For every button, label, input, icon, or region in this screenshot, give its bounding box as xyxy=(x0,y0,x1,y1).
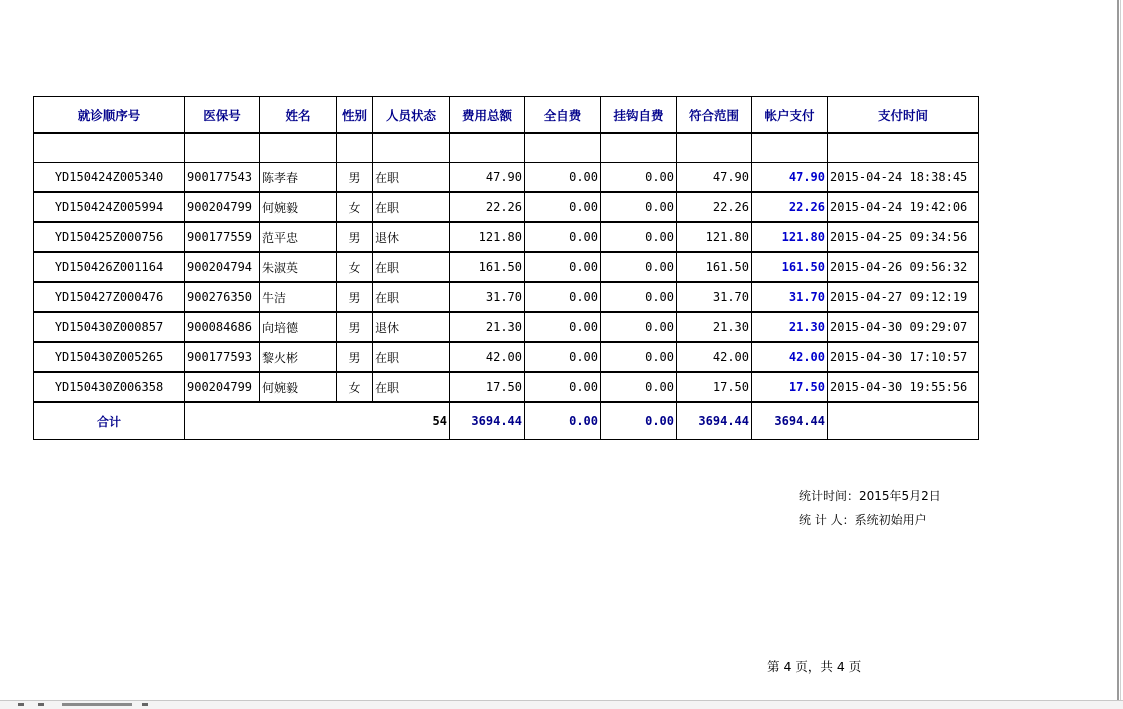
row-pay-time: 2015-04-24 19:42:06 xyxy=(828,192,979,222)
blank-cell xyxy=(677,133,752,163)
row-linked-self: 0.00 xyxy=(601,342,677,372)
row-status: 退休 xyxy=(373,312,450,342)
row-self-pay: 0.00 xyxy=(525,163,601,193)
row-account-pay: 21.30 xyxy=(752,312,828,342)
table-row xyxy=(34,192,979,222)
report-table xyxy=(33,96,979,440)
row-seq: YD150427Z000476 xyxy=(34,282,185,312)
scroll-left-marker xyxy=(18,703,24,706)
row-seq: YD150426Z001164 xyxy=(34,252,185,282)
stat-time: 统计时间：2015年5月2日 xyxy=(799,489,941,503)
row-linked-self: 0.00 xyxy=(601,192,677,222)
totals-linked-self: 0.00 xyxy=(601,402,677,440)
blank-cell xyxy=(373,133,450,163)
row-insurance-no: 900177559 xyxy=(185,222,260,252)
row-in-scope: 17.50 xyxy=(677,372,752,402)
row-seq: YD150425Z000756 xyxy=(34,222,185,252)
table-row xyxy=(34,163,979,193)
row-total: 22.26 xyxy=(450,192,525,222)
row-seq: YD150430Z000857 xyxy=(34,312,185,342)
blank-cell xyxy=(185,133,260,163)
header-account-pay: 帐户支付 xyxy=(752,97,828,134)
row-linked-self: 0.00 xyxy=(601,163,677,193)
header-pay-time: 支付时间 xyxy=(828,97,979,134)
blank-row xyxy=(34,133,979,163)
table-row xyxy=(34,222,979,252)
scroll-marker xyxy=(38,703,44,706)
row-status: 退休 xyxy=(373,222,450,252)
row-self-pay: 0.00 xyxy=(525,222,601,252)
row-name: 牛洁 xyxy=(260,282,337,312)
row-in-scope: 22.26 xyxy=(677,192,752,222)
row-linked-self: 0.00 xyxy=(601,252,677,282)
totals-count: 54 xyxy=(185,402,450,440)
totals-total: 3694.44 xyxy=(450,402,525,440)
row-name: 范平忠 xyxy=(260,222,337,252)
header-status: 人员状态 xyxy=(373,97,450,134)
row-total: 47.90 xyxy=(450,163,525,193)
row-total: 121.80 xyxy=(450,222,525,252)
row-name: 陈孝春 xyxy=(260,163,337,193)
table-row xyxy=(34,342,979,372)
row-insurance-no: 900276350 xyxy=(185,282,260,312)
row-account-pay: 22.26 xyxy=(752,192,828,222)
blank-cell xyxy=(601,133,677,163)
row-name: 黎火彬 xyxy=(260,342,337,372)
row-name: 向培德 xyxy=(260,312,337,342)
totals-label: 合计 xyxy=(34,402,185,440)
table-row xyxy=(34,372,979,402)
row-account-pay: 42.00 xyxy=(752,342,828,372)
row-self-pay: 0.00 xyxy=(525,312,601,342)
row-insurance-no: 900204799 xyxy=(185,192,260,222)
row-total: 161.50 xyxy=(450,252,525,282)
row-gender: 女 xyxy=(337,372,373,402)
row-pay-time: 2015-04-27 09:12:19 xyxy=(828,282,979,312)
row-status: 在职 xyxy=(373,342,450,372)
row-total: 42.00 xyxy=(450,342,525,372)
page-number: 第 4 页，共 4 页 xyxy=(767,659,862,674)
row-pay-time: 2015-04-30 19:55:56 xyxy=(828,372,979,402)
row-account-pay: 31.70 xyxy=(752,282,828,312)
totals-empty-cell xyxy=(828,402,979,440)
row-name: 何婉毅 xyxy=(260,372,337,402)
row-in-scope: 21.30 xyxy=(677,312,752,342)
row-status: 在职 xyxy=(373,282,450,312)
row-name: 朱淑英 xyxy=(260,252,337,282)
row-gender: 男 xyxy=(337,342,373,372)
row-pay-time: 2015-04-25 09:34:56 xyxy=(828,222,979,252)
row-in-scope: 47.90 xyxy=(677,163,752,193)
totals-row xyxy=(34,402,979,440)
row-in-scope: 42.00 xyxy=(677,342,752,372)
stat-user: 统 计 人：系统初始用户 xyxy=(799,513,927,527)
row-gender: 女 xyxy=(337,252,373,282)
row-linked-self: 0.00 xyxy=(601,312,677,342)
header-insurance-no: 医保号 xyxy=(185,97,260,134)
row-status: 在职 xyxy=(373,252,450,282)
blank-cell xyxy=(34,133,185,163)
header-self-pay: 全自费 xyxy=(525,97,601,134)
row-pay-time: 2015-04-24 18:38:45 xyxy=(828,163,979,193)
row-status: 在职 xyxy=(373,372,450,402)
table-row xyxy=(34,312,979,342)
page-edge-line xyxy=(1117,0,1119,708)
totals-account-pay: 3694.44 xyxy=(752,402,828,440)
row-total: 17.50 xyxy=(450,372,525,402)
table-row xyxy=(34,252,979,282)
row-seq: YD150424Z005340 xyxy=(34,163,185,193)
blank-cell xyxy=(260,133,337,163)
row-gender: 男 xyxy=(337,163,373,193)
table-header-row xyxy=(34,97,979,134)
row-pay-time: 2015-04-30 17:10:57 xyxy=(828,342,979,372)
row-self-pay: 0.00 xyxy=(525,342,601,372)
row-in-scope: 121.80 xyxy=(677,222,752,252)
header-in-scope: 符合范围 xyxy=(677,97,752,134)
row-self-pay: 0.00 xyxy=(525,192,601,222)
header-seq: 就诊顺序号 xyxy=(34,97,185,134)
row-insurance-no: 900177543 xyxy=(185,163,260,193)
row-gender: 男 xyxy=(337,312,373,342)
row-status: 在职 xyxy=(373,192,450,222)
row-gender: 女 xyxy=(337,192,373,222)
row-in-scope: 161.50 xyxy=(677,252,752,282)
page-edge-line-light xyxy=(1120,0,1121,708)
row-seq: YD150424Z005994 xyxy=(34,192,185,222)
row-insurance-no: 900177593 xyxy=(185,342,260,372)
row-account-pay: 121.80 xyxy=(752,222,828,252)
blank-cell xyxy=(752,133,828,163)
header-gender: 性别 xyxy=(337,97,373,134)
row-name: 何婉毅 xyxy=(260,192,337,222)
blank-cell xyxy=(450,133,525,163)
row-total: 21.30 xyxy=(450,312,525,342)
table-row xyxy=(34,282,979,312)
row-total: 31.70 xyxy=(450,282,525,312)
row-insurance-no: 900204794 xyxy=(185,252,260,282)
totals-self-pay: 0.00 xyxy=(525,402,601,440)
blank-cell xyxy=(828,133,979,163)
totals-in-scope: 3694.44 xyxy=(677,402,752,440)
row-account-pay: 161.50 xyxy=(752,252,828,282)
header-total: 费用总额 xyxy=(450,97,525,134)
row-seq: YD150430Z005265 xyxy=(34,342,185,372)
row-insurance-no: 900084686 xyxy=(185,312,260,342)
row-self-pay: 0.00 xyxy=(525,372,601,402)
row-gender: 男 xyxy=(337,222,373,252)
row-self-pay: 0.00 xyxy=(525,282,601,312)
row-pay-time: 2015-04-30 09:29:07 xyxy=(828,312,979,342)
row-linked-self: 0.00 xyxy=(601,372,677,402)
row-seq: YD150430Z006358 xyxy=(34,372,185,402)
header-linked-self: 挂钩自费 xyxy=(601,97,677,134)
header-name: 姓名 xyxy=(260,97,337,134)
scrollbar-thumb[interactable] xyxy=(62,703,132,706)
row-insurance-no: 900204799 xyxy=(185,372,260,402)
row-linked-self: 0.00 xyxy=(601,282,677,312)
row-in-scope: 31.70 xyxy=(677,282,752,312)
scroll-marker xyxy=(142,703,148,706)
row-self-pay: 0.00 xyxy=(525,252,601,282)
blank-cell xyxy=(525,133,601,163)
row-pay-time: 2015-04-26 09:56:32 xyxy=(828,252,979,282)
row-account-pay: 47.90 xyxy=(752,163,828,193)
row-linked-self: 0.00 xyxy=(601,222,677,252)
blank-cell xyxy=(337,133,373,163)
row-gender: 男 xyxy=(337,282,373,312)
row-account-pay: 17.50 xyxy=(752,372,828,402)
row-status: 在职 xyxy=(373,163,450,193)
